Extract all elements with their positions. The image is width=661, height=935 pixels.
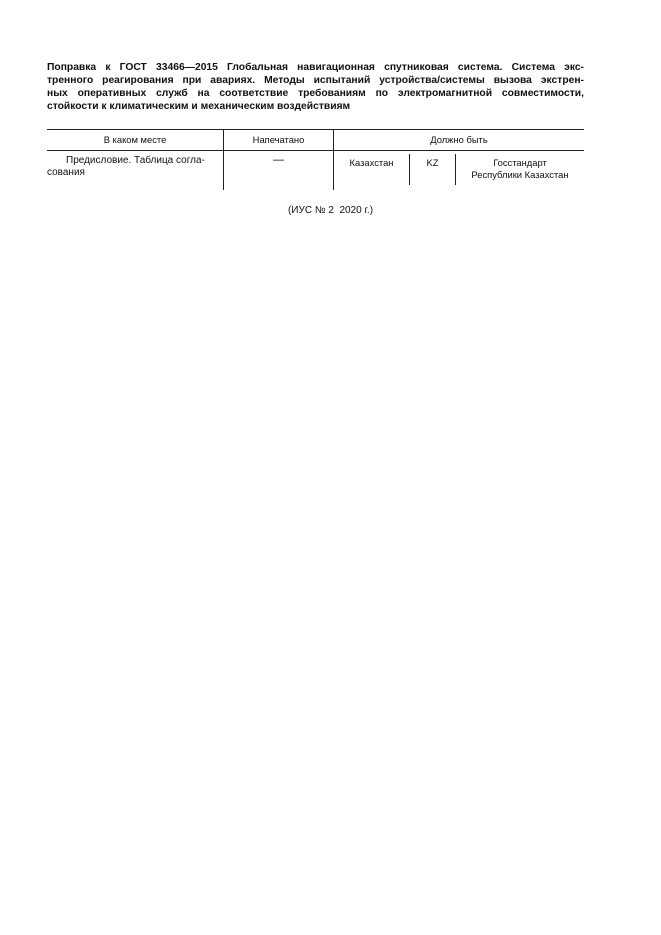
row-where — [47, 155, 221, 179]
row-code: KZ — [426, 157, 439, 168]
table-header-rule — [47, 150, 584, 151]
row-organization-line-1: Госстандарт — [493, 157, 547, 168]
header-printed: Напечатано — [252, 134, 305, 145]
amendment-title — [47, 61, 584, 113]
row-printed: — — [273, 154, 284, 166]
row-organization — [456, 157, 584, 181]
header-should-be: Должно быть — [430, 134, 488, 145]
title-line-4: стойкости к климатическим и механическим воздействиям — [47, 101, 351, 112]
footer-citation: (ИУС № 2 2020 г.) — [287, 205, 374, 216]
title-line-3: ных оперативных служб на соответствие требованиям по электромагнитной совместимости, — [47, 88, 584, 99]
title-line-1: Поправка к ГОСТ 33466—2015 Глобальная навигационная спутниковая система. Система экс- — [47, 62, 584, 73]
amendment-table — [47, 129, 584, 191]
title-line-2: тренного реагирования при авариях. Методы испытаний устройства/системы вызова экстрен- — [47, 75, 584, 86]
row-where-line-2: сования — [47, 167, 85, 178]
row-country: Казахстан — [349, 157, 394, 168]
row-where-line-1: Предисловие. Таблица согла- — [66, 155, 205, 166]
table-top-rule — [47, 129, 584, 130]
row-organization-line-2: Республики Казахстан — [471, 169, 569, 180]
header-where: В каком месте — [103, 134, 167, 145]
